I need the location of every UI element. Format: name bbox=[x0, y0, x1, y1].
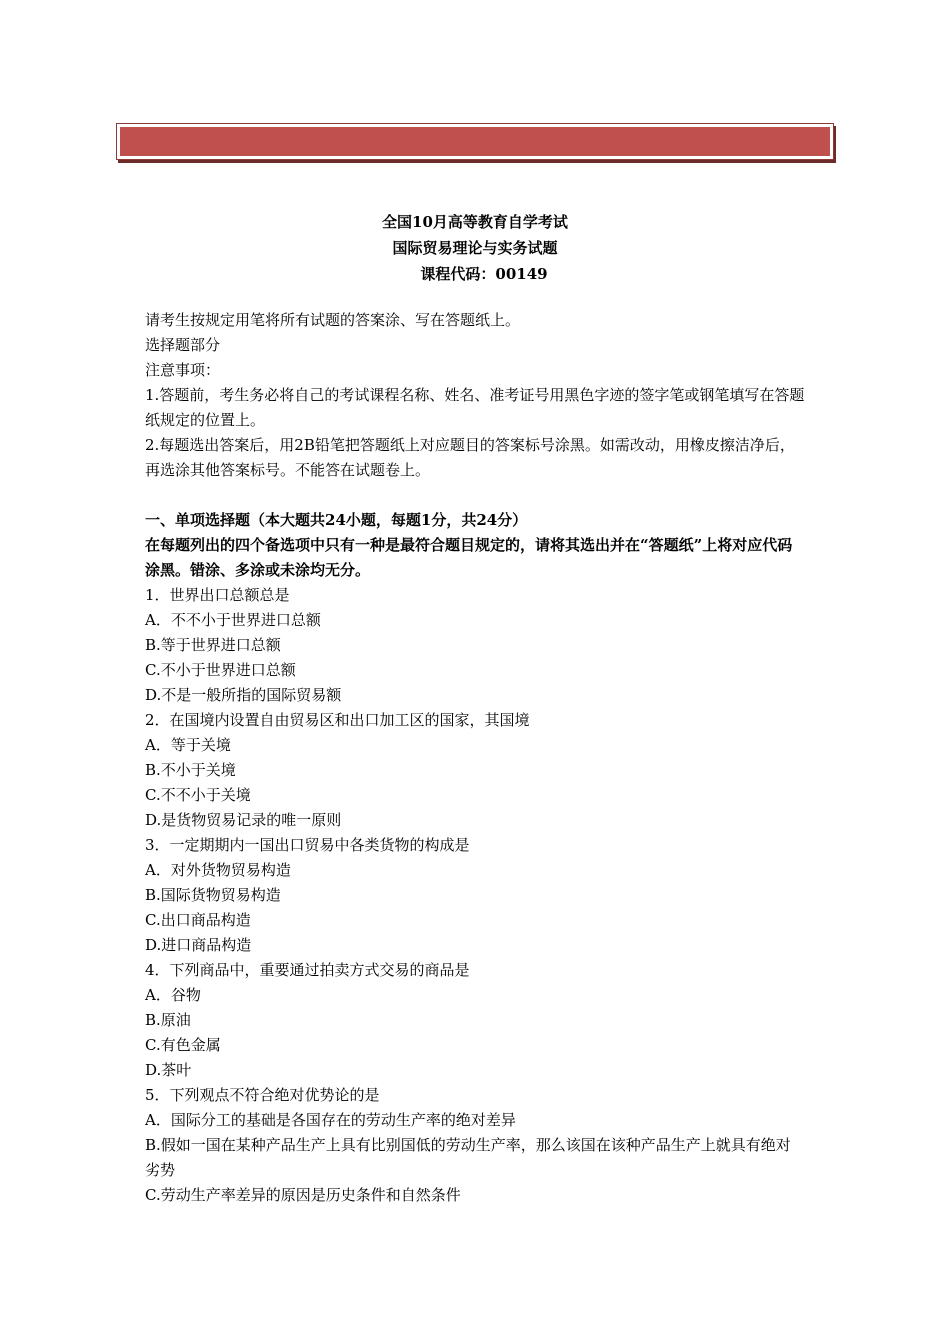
question-option: B.国际货物贸易构造 bbox=[145, 886, 281, 904]
exam-title-block bbox=[0, 209, 950, 287]
section-heading: 一、单项选择题（本大题共24小题，每题1分，共24分） bbox=[145, 511, 528, 529]
question-option: B.等于世界进口总额 bbox=[145, 636, 281, 654]
question-option: A．不不小于世界进口总额 bbox=[145, 611, 321, 629]
question-option: A．谷物 bbox=[145, 986, 201, 1004]
question-option: C.劳动生产率差异的原因是历史条件和自然条件 bbox=[145, 1186, 461, 1204]
exam-content bbox=[145, 308, 805, 1208]
question-option: C.有色金属 bbox=[145, 1036, 221, 1054]
exam-title: 全国10月高等教育自学考试 bbox=[382, 213, 568, 231]
note-2: 2.每题选出答案后，用2B铅笔把答题纸上对应题目的答案标号涂黑。如需改动，用橡皮擦洁净后，再选涂其他答案标号。不能答在试题卷上。 bbox=[145, 436, 795, 479]
question-option: A．对外货物贸易构造 bbox=[145, 861, 291, 879]
exam-subject: 国际贸易理论与实务试题 bbox=[392, 239, 558, 257]
question-option: A．国际分工的基础是各国存在的劳动生产率的绝对差异 bbox=[145, 1111, 516, 1129]
note-1: 1.答题前，考生务必将自己的考试课程名称、姓名、准考证号用黑色字迹的签字笔或钢笔填写在答题纸规定的位置上。 bbox=[145, 386, 805, 429]
instruction-text: 请考生按规定用笔将所有试题的答案涂、写在答题纸上。 bbox=[145, 311, 521, 329]
question-option: B.原油 bbox=[145, 1011, 191, 1029]
question-option: D.是货物贸易记录的唯一原则 bbox=[145, 811, 342, 829]
course-code: 课程代码：00149 bbox=[420, 265, 548, 283]
question-option: D.茶叶 bbox=[145, 1061, 192, 1079]
question-4 bbox=[145, 958, 805, 1083]
spacer bbox=[145, 483, 805, 508]
question-option: B.不小于关境 bbox=[145, 761, 236, 779]
question-stem: 2．在国境内设置自由贸易区和出口加工区的国家，其国境 bbox=[145, 711, 530, 729]
question-stem: 5．下列观点不符合绝对优势论的是 bbox=[145, 1086, 380, 1104]
question-option: D.进口商品构造 bbox=[145, 936, 252, 954]
question-5 bbox=[145, 1083, 805, 1208]
question-stem: 1．世界出口总额总是 bbox=[145, 586, 290, 604]
question-1 bbox=[145, 583, 805, 708]
notes-label: 注意事项： bbox=[145, 361, 221, 379]
question-stem: 3．一定期期内一国出口贸易中各类货物的构成是 bbox=[145, 836, 470, 854]
section-directions: 在每题列出的四个备选项中只有一种是最符合题目规定的，请将其选出并在“答题纸”上将对应代码涂黑。错涂、多涂或未涂均无分。 bbox=[145, 536, 793, 579]
question-option: B.假如一国在某种产品生产上具有比别国低的劳动生产率，那么该国在该种产品生产上就具有绝对劣势 bbox=[145, 1136, 791, 1179]
question-2 bbox=[145, 708, 805, 833]
part-label: 选择题部分 bbox=[145, 336, 221, 354]
question-option: A．等于关境 bbox=[145, 736, 231, 754]
question-option: D.不是一般所指的国际贸易额 bbox=[145, 686, 342, 704]
question-stem: 4．下列商品中，重要通过拍卖方式交易的商品是 bbox=[145, 961, 470, 979]
header-banner bbox=[116, 123, 834, 160]
question-option: C.出口商品构造 bbox=[145, 911, 251, 929]
question-option: C.不不小于关境 bbox=[145, 786, 251, 804]
question-option: C.不小于世界进口总额 bbox=[145, 661, 296, 679]
question-3 bbox=[145, 833, 805, 958]
